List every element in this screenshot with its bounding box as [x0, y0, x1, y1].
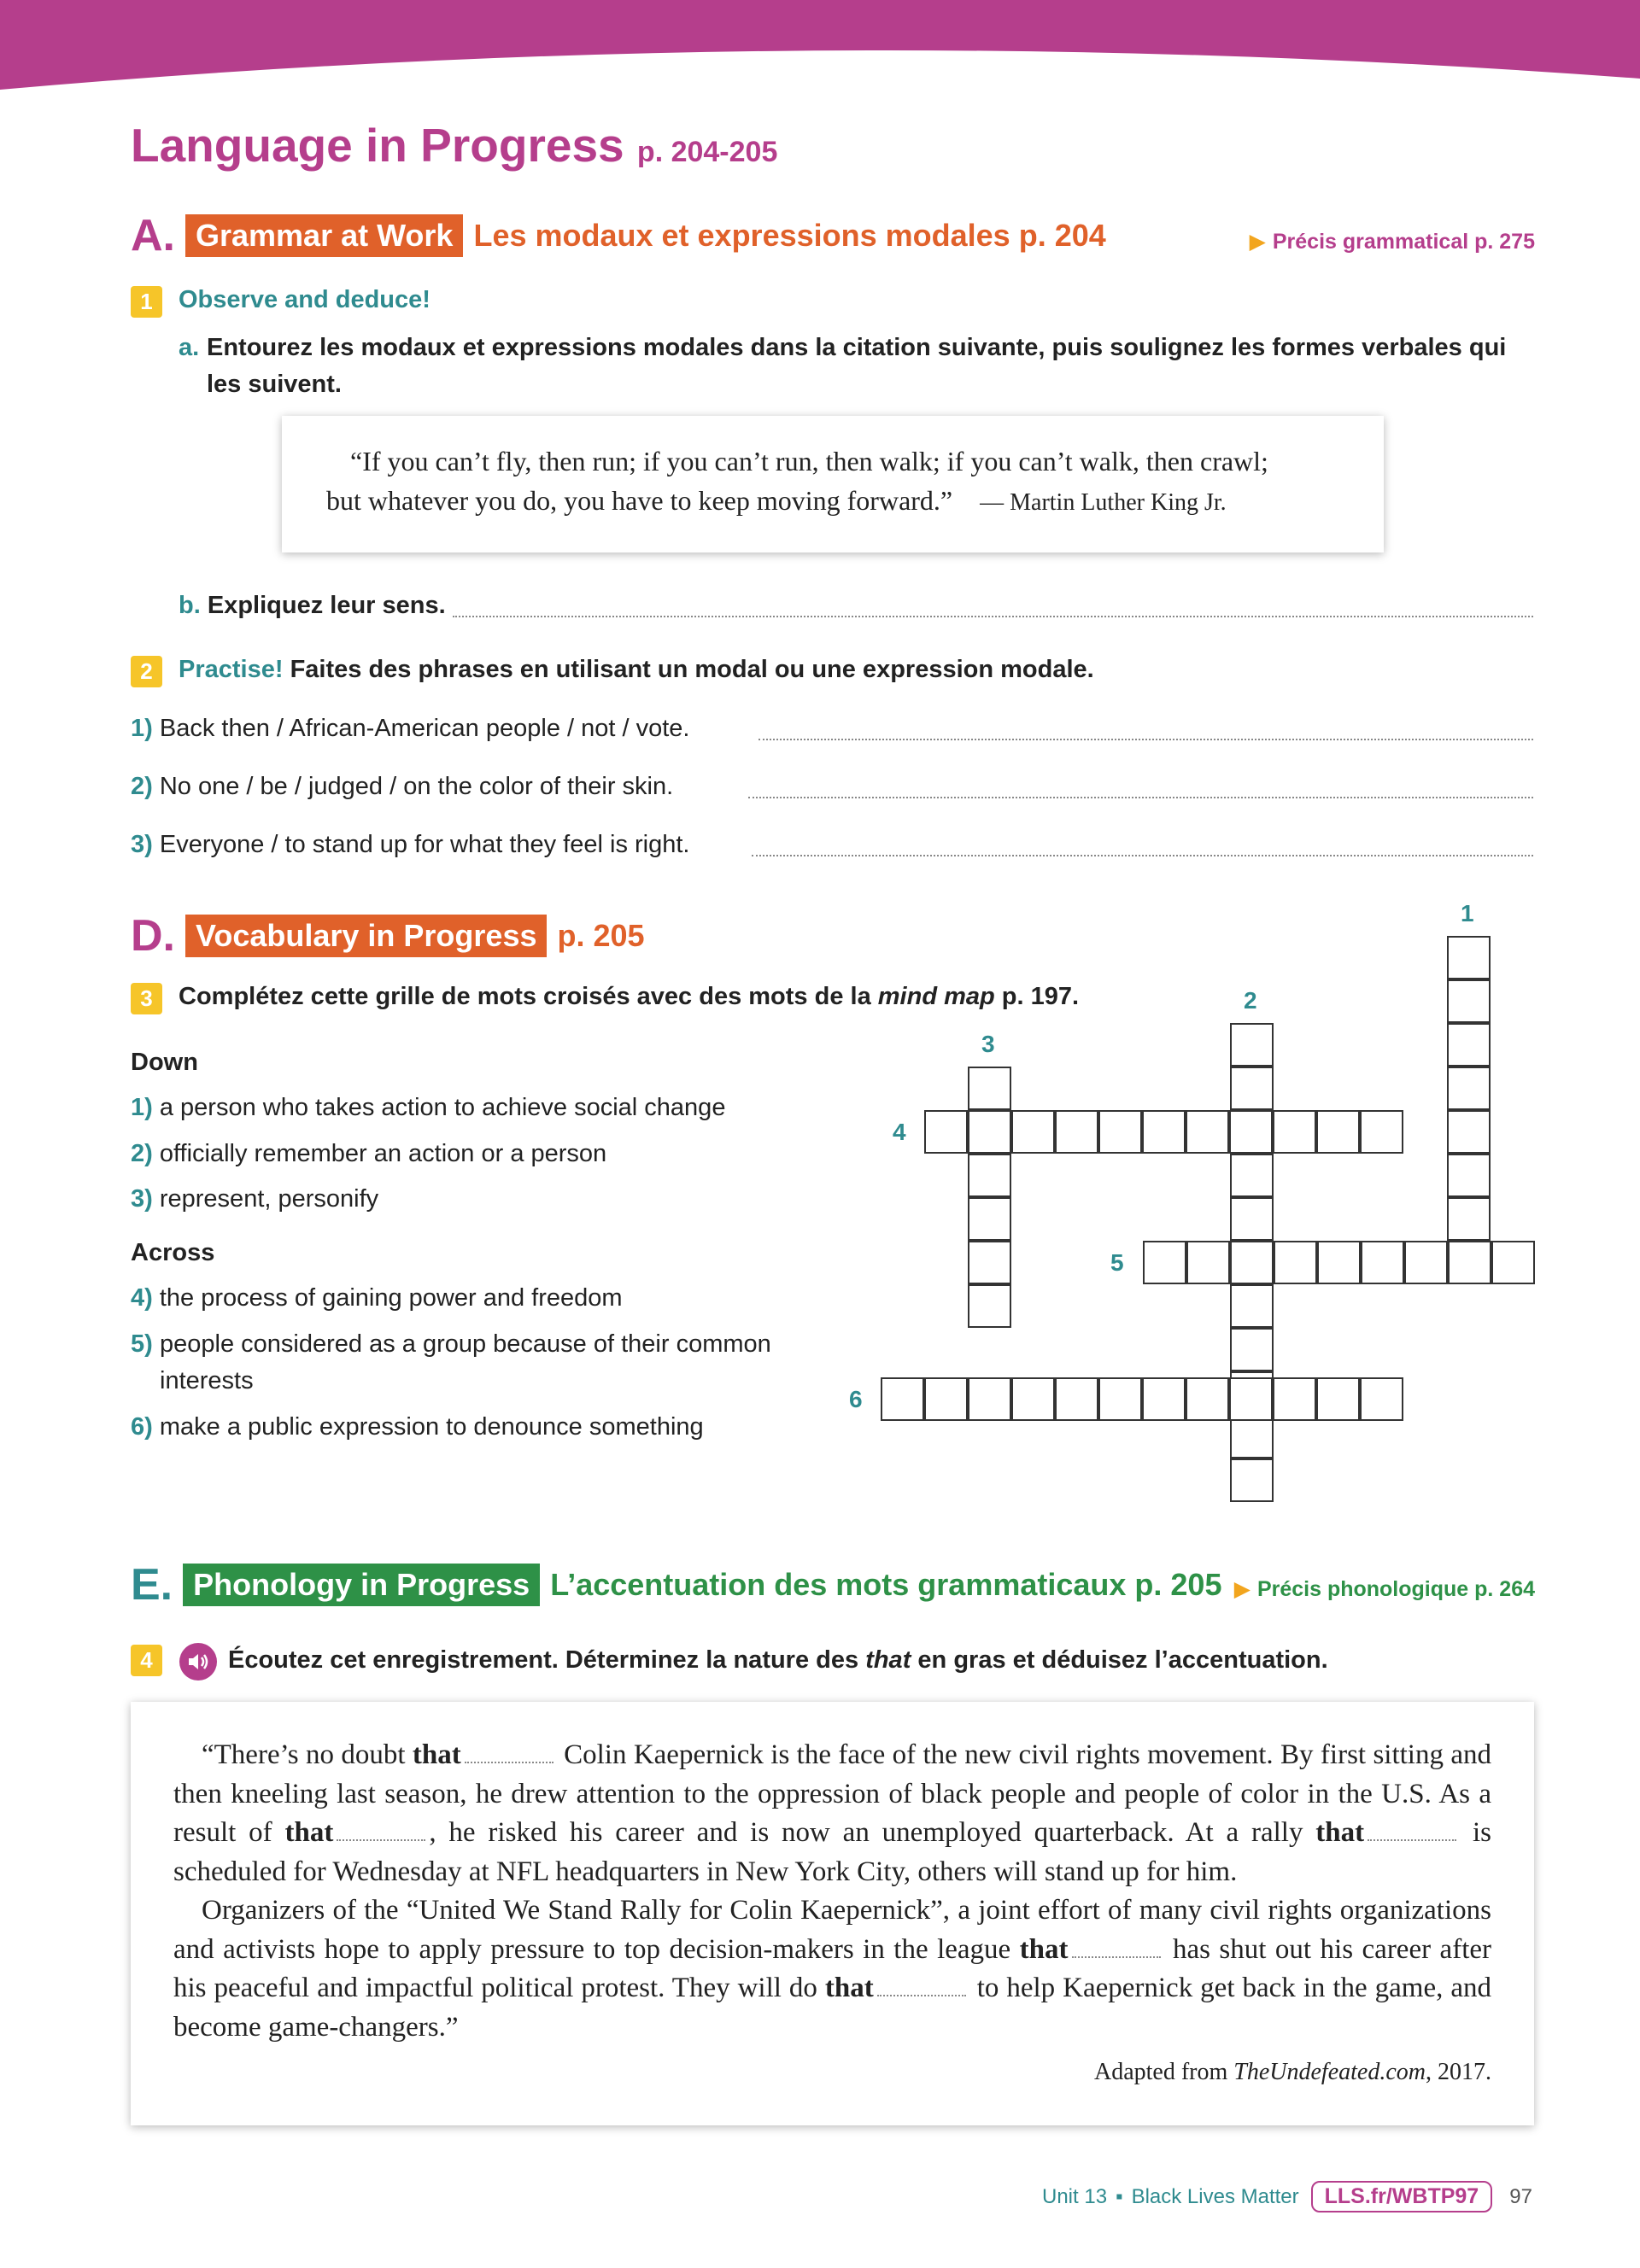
- text-run: “There’s no doubt: [202, 1739, 413, 1770]
- exercise-4-badge: 4: [131, 1645, 162, 1676]
- crossword-cell[interactable]: [1143, 1241, 1186, 1284]
- bold-that: that: [284, 1817, 334, 1848]
- instruction-text: p. 197.: [994, 983, 1080, 1010]
- section-e-ref-text: Précis phonologique p. 264: [1256, 1577, 1535, 1601]
- bold-that: that: [412, 1739, 461, 1770]
- source-text: , 2017.: [1426, 2059, 1491, 2085]
- clue-number: 2): [131, 1140, 153, 1167]
- clue-number: 5): [131, 1330, 153, 1358]
- page-number: 97: [1509, 2184, 1532, 2208]
- crossword-cell[interactable]: [1447, 1023, 1491, 1067]
- triangle-arrow-icon: ▶: [1249, 230, 1266, 254]
- section-e-box-label: Phonology in Progress: [183, 1564, 540, 1606]
- quote-line-2: [326, 481, 1227, 523]
- exercise-2-title: Practise!: [179, 656, 284, 683]
- crossword-cell[interactable]: [968, 1284, 1011, 1328]
- answer-line-2-3[interactable]: [752, 855, 1533, 856]
- answer-blank-4[interactable]: [1072, 1941, 1161, 1958]
- text-run: Organizers of the “United We Stand Rally for Colin Kaepernick”, a joint effort of many civil rights organizations and activists hope to apply pressure to top decision-makers in the league: [173, 1895, 1491, 1965]
- crossword-cell[interactable]: [1098, 1110, 1142, 1154]
- exercise-1-title: Observe and deduce!: [179, 286, 430, 313]
- exercise-1b-text: Expliquez leur sens.: [207, 592, 446, 619]
- triangle-arrow-icon: ▶: [1233, 1577, 1250, 1601]
- section-d-box-label: Vocabulary in Progress: [185, 915, 547, 957]
- crossword-cell[interactable]: [1316, 1377, 1360, 1421]
- crossword-cell[interactable]: [1230, 1328, 1274, 1371]
- crossword-cell[interactable]: [1447, 979, 1491, 1023]
- crossword-cell[interactable]: [968, 1241, 1011, 1284]
- crossword-cell[interactable]: [1447, 1197, 1491, 1241]
- footer-unit: Unit 13: [1042, 2184, 1108, 2208]
- section-e-letter: E.: [131, 1560, 173, 1610]
- section-a-box-label: Grammar at Work: [185, 214, 463, 257]
- bold-that: that: [824, 1973, 874, 2003]
- down-clue-3: [131, 1181, 378, 1218]
- instruction-text: Écoutez cet enregistrement. Déterminez la nature des: [228, 1646, 866, 1674]
- crossword-cell[interactable]: [1273, 1110, 1316, 1154]
- exercise-4-instruction: [228, 1646, 1328, 1675]
- crossword-cell[interactable]: [924, 1110, 968, 1154]
- crossword-cell[interactable]: [1011, 1377, 1055, 1421]
- footer-link[interactable]: LLS.fr/WBTP97: [1311, 2181, 1493, 2212]
- crossword-number-3: 3: [981, 1031, 995, 1057]
- exercise-2-item-2: [131, 773, 673, 801]
- instruction-emphasis: mind map: [877, 983, 995, 1010]
- answer-blank-1[interactable]: [465, 1746, 554, 1763]
- item-number: 1): [131, 715, 153, 742]
- crossword-cell[interactable]: [1404, 1241, 1448, 1284]
- section-a-subtitle: Les modaux et expressions modales p. 204: [473, 218, 1106, 253]
- crossword-cell[interactable]: [1186, 1377, 1229, 1421]
- crossword-cell[interactable]: [968, 1197, 1011, 1241]
- down-clue-2: [131, 1136, 606, 1172]
- exercise-2-item-3: [131, 831, 689, 859]
- crossword-cell[interactable]: [1317, 1241, 1361, 1284]
- crossword-cell[interactable]: [1230, 1067, 1274, 1110]
- crossword-cell[interactable]: [1491, 1241, 1535, 1284]
- crossword-number-6: 6: [849, 1386, 863, 1412]
- section-d-pages: p. 205: [557, 918, 645, 953]
- source-text: Adapted from: [1093, 2059, 1234, 2085]
- crossword-cell[interactable]: [1230, 1371, 1274, 1415]
- quote-line-1: “If you can’t fly, then run; if you can’t run, then walk; if you can’t walk, then crawl;: [350, 446, 1268, 476]
- crossword-cell[interactable]: [1142, 1110, 1186, 1154]
- crossword-cell[interactable]: [1361, 1241, 1404, 1284]
- crossword-cell[interactable]: [1055, 1110, 1098, 1154]
- quote-line-2-text: but whatever you do, you have to keep moving forward.”: [326, 485, 953, 516]
- exercise-2-instruction: Faites des phrases en utilisant un modal ou une expression modale.: [290, 656, 1094, 683]
- article-box: [131, 1702, 1534, 2125]
- exercise-1b: [179, 592, 446, 620]
- across-label: Across: [131, 1239, 215, 1266]
- answer-line-1b[interactable]: [453, 616, 1533, 617]
- down-clue-1: [131, 1090, 725, 1126]
- exercise-3-instruction: [179, 983, 1079, 1011]
- crossword-cell[interactable]: [1230, 1197, 1274, 1241]
- answer-blank-2[interactable]: [337, 1824, 425, 1841]
- crossword-cell[interactable]: [968, 1110, 1011, 1154]
- exercise-1a: [179, 330, 1520, 403]
- crossword-cell[interactable]: [1360, 1377, 1403, 1421]
- clue-text: the process of gaining power and freedom: [159, 1284, 623, 1312]
- crossword-cell[interactable]: [968, 1067, 1011, 1110]
- section-a-ref[interactable]: [1250, 229, 1535, 254]
- exercise-2-item-1: [131, 715, 689, 743]
- page-title: [131, 118, 777, 172]
- crossword-cell[interactable]: [1230, 1415, 1274, 1458]
- text-run: Colin Kaepernick is the face of the new civil rights movement. By first sitting and then kneeling last season, he drew attention to the oppression of black people and people of color in the U.S. As a result of: [173, 1739, 1491, 1848]
- crossword-cell[interactable]: [1274, 1241, 1317, 1284]
- section-e-subtitle: L’accentuation des mots grammaticaux p. 205: [550, 1567, 1222, 1602]
- crossword-cell[interactable]: [1230, 1023, 1274, 1067]
- crossword-cell[interactable]: [1055, 1377, 1098, 1421]
- section-a-ref-text: Précis grammatical p. 275: [1272, 230, 1535, 254]
- answer-blank-5[interactable]: [877, 1979, 966, 1996]
- instruction-text: en gras et déduisez l’accentuation.: [911, 1646, 1328, 1674]
- crossword-cell[interactable]: [1229, 1110, 1273, 1154]
- exercise-2-badge: 2: [131, 656, 162, 687]
- crossword-cell[interactable]: [1316, 1110, 1360, 1154]
- crossword-cell[interactable]: [1186, 1110, 1229, 1154]
- crossword-cell[interactable]: [1230, 1110, 1274, 1154]
- answer-line-2-2[interactable]: [748, 797, 1533, 798]
- page-title-text: Language in Progress: [131, 119, 624, 172]
- article-paragraph-1: [173, 1736, 1491, 1891]
- exercise-3-badge: 3: [131, 983, 162, 1014]
- instruction-text: Complétez cette grille de mots croisés avec des mots de la: [179, 983, 878, 1010]
- section-a-letter: A.: [131, 211, 175, 260]
- clue-number: 4): [131, 1284, 153, 1312]
- crossword-cell[interactable]: [1230, 1154, 1274, 1197]
- exercise-1-badge: 1: [131, 286, 162, 318]
- text-run: has shut out his career after his peaceful and impactful political protest. They will do: [173, 1933, 1491, 2003]
- crossword-cell[interactable]: [1011, 1110, 1055, 1154]
- clue-text: officially remember an action or a person: [159, 1140, 607, 1167]
- crossword-cell[interactable]: [1142, 1377, 1186, 1421]
- exercise-1a-text: Entourez les modaux et expressions modales dans la citation suivante, puis soulignez les formes verbales qui les suivent.: [207, 334, 1507, 398]
- crossword-cell[interactable]: [968, 1377, 1011, 1421]
- crossword-cell[interactable]: [1230, 1241, 1274, 1284]
- crossword-cell[interactable]: [924, 1377, 968, 1421]
- item-number: 3): [131, 831, 153, 858]
- section-e-ref[interactable]: [1234, 1576, 1535, 1602]
- crossword-number-2: 2: [1244, 987, 1257, 1014]
- item-text: No one / be / judged / on the color of their skin.: [159, 773, 674, 800]
- speaker-icon[interactable]: [179, 1643, 217, 1681]
- item-text: Everyone / to stand up for what they feel is right.: [159, 831, 690, 858]
- top-banner: [0, 0, 1640, 94]
- article-source: [1094, 2059, 1491, 2086]
- section-d-header: [131, 910, 645, 962]
- crossword-cell[interactable]: [968, 1154, 1011, 1197]
- clue-text: people considered as a group because of their common interests: [160, 1330, 771, 1394]
- bold-that: that: [1315, 1817, 1365, 1848]
- crossword-cell[interactable]: [1448, 1241, 1491, 1284]
- clue-text: a person who takes action to achieve social change: [159, 1094, 726, 1121]
- exercise-1b-label: b.: [179, 592, 201, 619]
- quote-author: — Martin Luther King Jr.: [980, 489, 1227, 516]
- bold-that: that: [1019, 1933, 1069, 1965]
- crossword-cell[interactable]: [1447, 1110, 1491, 1154]
- crossword-cell[interactable]: [1447, 1067, 1491, 1110]
- clue-text: make a public expression to denounce something: [159, 1413, 704, 1441]
- answer-line-2-1[interactable]: [758, 739, 1533, 740]
- article-paragraph-2: [173, 1891, 1491, 2047]
- section-a-header: [131, 210, 1106, 261]
- across-clue-6: [131, 1409, 704, 1446]
- clue-number: 6): [131, 1413, 153, 1441]
- crossword-cell[interactable]: [1447, 1154, 1491, 1197]
- section-e-header: [131, 1559, 1221, 1610]
- crossword-cell[interactable]: [1230, 1458, 1274, 1502]
- text-run: to help Kaepernick get back in the game, and become game-changers.”: [173, 1973, 1491, 2043]
- text-run: is scheduled for Wednesday at NFL headquarters in New York City, others will stand up for him.: [173, 1817, 1491, 1887]
- crossword-cell[interactable]: [1447, 936, 1491, 979]
- quote-box: [282, 416, 1384, 552]
- clue-text: represent, personify: [159, 1185, 379, 1213]
- crossword-cell[interactable]: [1273, 1377, 1316, 1421]
- across-clue-5: [131, 1326, 840, 1400]
- exercise-1a-label: a.: [179, 334, 200, 361]
- down-label: Down: [131, 1049, 198, 1076]
- crossword-number-4: 4: [893, 1119, 906, 1145]
- footer-theme: Black Lives Matter: [1131, 2184, 1299, 2208]
- crossword-cell[interactable]: [1186, 1241, 1230, 1284]
- clue-number: 1): [131, 1094, 153, 1121]
- instruction-emphasis: that: [865, 1646, 911, 1674]
- source-site: TheUndefeated.com: [1233, 2059, 1426, 2085]
- crossword-cell[interactable]: [881, 1377, 924, 1421]
- crossword-cell[interactable]: [1229, 1377, 1273, 1421]
- clue-number: 3): [131, 1185, 153, 1213]
- crossword-number-5: 5: [1110, 1249, 1124, 1276]
- item-number: 2): [131, 773, 153, 800]
- exercise-2-heading: [179, 656, 1094, 684]
- footer-bullet: ▪: [1116, 2184, 1123, 2208]
- item-text: Back then / African-American people / not / vote.: [159, 715, 690, 742]
- across-clue-4: [131, 1280, 623, 1317]
- page-title-pages: p. 204-205: [636, 136, 778, 168]
- answer-blank-3[interactable]: [1368, 1824, 1456, 1841]
- crossword-cell[interactable]: [1230, 1284, 1274, 1328]
- text-run: , he risked his career and is now an unemployed quarterback. At a rally: [429, 1817, 1316, 1848]
- crossword-cell[interactable]: [1360, 1110, 1403, 1154]
- section-d-letter: D.: [131, 911, 175, 961]
- crossword-cell[interactable]: [1098, 1377, 1142, 1421]
- crossword-number-1: 1: [1461, 900, 1474, 926]
- footer: [1042, 2181, 1532, 2212]
